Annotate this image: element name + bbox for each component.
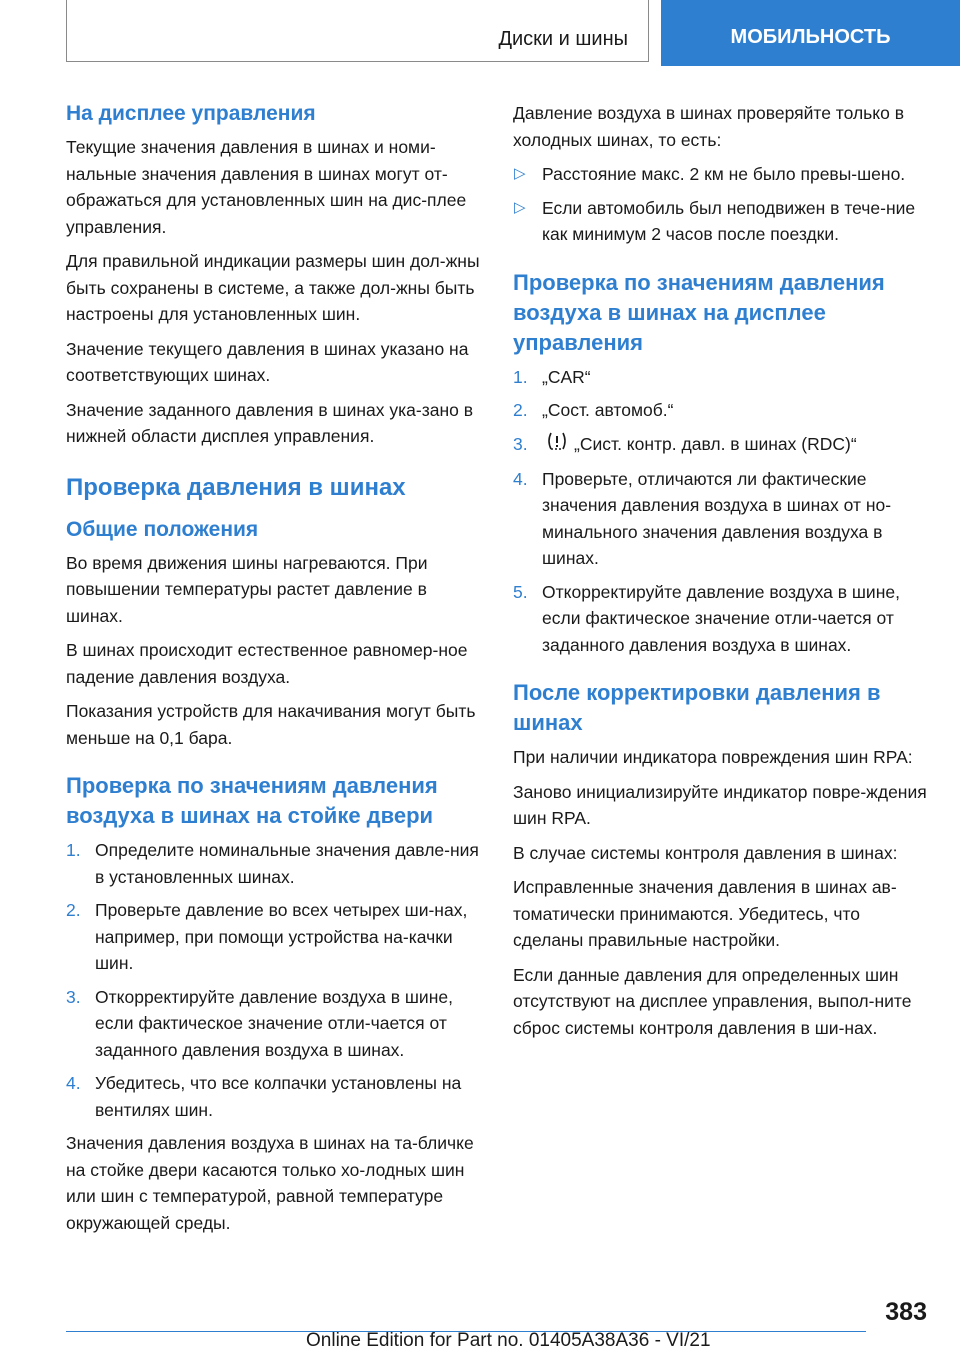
header-frame xyxy=(66,0,649,62)
list-item xyxy=(66,1070,480,1123)
paragraph: Показания устройств для накачивания могут быть меньше на 0,1 бара. xyxy=(66,701,476,748)
step-text: „Сост. автомоб.“ xyxy=(542,400,674,420)
list-item xyxy=(513,161,927,188)
step-number: 4. xyxy=(513,468,528,489)
step-number: 2. xyxy=(66,900,81,920)
list-item xyxy=(513,195,927,248)
bullet-text: Расстояние макс. 2 км не было превы-шено. xyxy=(542,164,906,184)
step-text: Откорректируйте давление воздуха в шине, если фактическое значение отли-чается от заданного давления воздуха в шинах. xyxy=(95,986,453,1060)
paragraph: Значения давления воздуха в шинах на та-бличке на стойке двери касаются только хо-лодных шин или шин с температурой, равной температуре окружающей среды. xyxy=(66,1133,474,1233)
triangle-bullet-icon: ▷ xyxy=(514,165,526,182)
conditions-list xyxy=(513,161,927,248)
right-column xyxy=(513,100,927,1049)
list-item xyxy=(513,397,927,424)
step-text: „CAR“ xyxy=(542,366,591,387)
paragraph: Заново инициализируйте индикатор повре-ждения шин RPA. xyxy=(513,781,927,829)
list-item xyxy=(513,364,927,391)
paragraph: В случае системы контроля давления в шинах: xyxy=(513,842,898,863)
paragraph: Исправленные значения давления в шинах ав-томатически принимаются. Убедитесь, что сделаны правильные настройки. xyxy=(513,877,897,951)
step-text: Убедитесь, что все колпачки установлены на вентилях шин. xyxy=(95,1073,462,1120)
heading-after-correction: После корректировки давления в шинах xyxy=(513,680,881,736)
heading-on-display: На дисплее управления xyxy=(66,102,316,125)
heading-door-pillar: Проверка по значениям давления воздуха в шинах на стойке двери xyxy=(66,773,438,828)
step-number: 1. xyxy=(513,366,528,387)
step-text: „Сист. контр. давл. в шинах (RDC)“ xyxy=(574,433,857,454)
heading-general: Общие положения xyxy=(66,517,259,541)
triangle-bullet-icon: ▷ xyxy=(514,198,526,216)
paragraph: Значение текущего давления в шинах указано на соответствующих шинах. xyxy=(66,338,469,385)
edition-footer: Online Edition for Part no. 01405A38A36 - VI/21 xyxy=(306,1330,711,1351)
step-number: 5. xyxy=(513,581,528,602)
paragraph: Давление воздуха в шинах проверяйте только в холодных шинах, то есть: xyxy=(513,103,905,150)
list-item xyxy=(66,837,480,890)
page-number: 383 xyxy=(885,1298,927,1326)
step-number: 1. xyxy=(66,840,81,860)
list-item xyxy=(513,431,927,459)
paragraph: В шинах происходит естественное равномер-ное падение давления воздуха. xyxy=(66,640,468,687)
step-text: Откорректируйте давление воздуха в шине, если фактическое значение отли-чается от заданного давления воздуха в шинах. xyxy=(542,581,900,655)
list-item xyxy=(66,897,480,977)
step-number: 4. xyxy=(66,1073,81,1093)
list-item xyxy=(513,579,927,659)
step-number: 2. xyxy=(513,400,528,420)
paragraph: Если данные давления для определенных шин отсутствуют на дисплее управления, выпол-ните сброс системы контроля давления в ши-нах. xyxy=(513,964,912,1038)
step-text: Проверьте, отличаются ли фактические значения давления воздуха в шинах от но-минального значения давления воздуха в шинах. xyxy=(542,468,892,569)
step-number: 3. xyxy=(513,433,528,454)
step-text: Определите номинальные значения давле-ния в установленных шинах. xyxy=(95,840,479,887)
list-item xyxy=(513,466,927,572)
heading-display-check: Проверка по значениям давления воздуха в шинах на дисплее управления xyxy=(513,269,885,355)
paragraph: Текущие значения давления в шинах и номи-нальные значения давления в шинах могут от-ображаться для установленных шин на дис-плее управления. xyxy=(66,137,467,237)
section-title: Диски и шины xyxy=(498,28,628,50)
steps-list xyxy=(513,364,927,659)
left-column xyxy=(66,100,480,1244)
step-text: Проверьте давление во всех четырех ши-нах, например, при помощи устройства на-качки шин. xyxy=(95,900,468,973)
chapter-tab[interactable]: МОБИЛЬНОСТЬ xyxy=(661,0,960,66)
paragraph: Значение заданного давления в шинах ука-зано в нижней области дисплея управления. xyxy=(66,399,474,446)
paragraph: Для правильной индикации размеры шин дол-жны быть сохранены в системе, а также дол-жны быть настроены для установленных шин. xyxy=(66,251,480,324)
heading-check-pressure: Проверка давления в шинах xyxy=(66,473,406,501)
step-number: 3. xyxy=(66,986,81,1007)
steps-list xyxy=(66,837,480,1123)
paragraph: Во время движения шины нагреваются. При повышении температуры растет давление в шинах. xyxy=(66,552,428,626)
paragraph: При наличии индикатора повреждения шин RPA: xyxy=(513,747,913,768)
list-item xyxy=(66,984,480,1064)
tire-pressure-warning-icon xyxy=(546,431,568,459)
bullet-text: Если автомобиль был неподвижен в тече-ние как минимум 2 часов после поездки. xyxy=(542,197,916,244)
